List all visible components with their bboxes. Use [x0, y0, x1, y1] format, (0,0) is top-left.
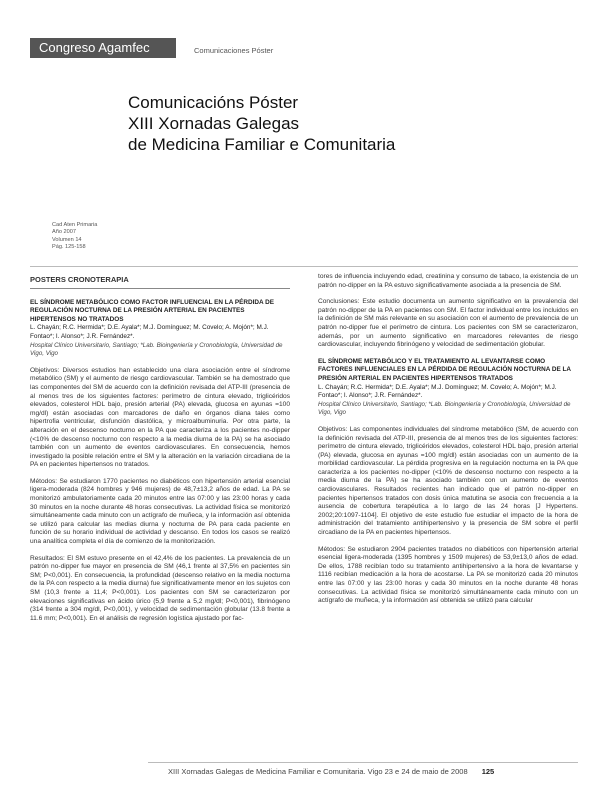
- citation-year: Año 2007: [52, 229, 76, 236]
- abstract-1-metodos: Métodos: Se estudiaron 1770 pacientes no diabéticos con hipertensión arterial esencial ligera-moderada (824 hombres y 946 mujeres) de 48,7±13,2 años de edad. La PA se monitorizó ambulatoriamente cada 20 minutos entre las 07:00 y las 23:00 horas y cada 30 minutos en la noche durante 48 horas consecutivas. La actividad física se monitorizó simultáneamente cada minuto con un actígrafo de muñeca, y la información así obtenida se utilizó para calcular las medias diurna y nocturna de PA para cada paciente en función de su horario individual de actividad y descanso. En todos los casos se realizó una analítica completa el día de comienzo de la monitorización.: [30, 477, 290, 546]
- abstract-1-authors: L. Chayán; R.C. Hermida*; D.E. Ayala*; M.J. Domínguez; M. Covelo; A. Mojón*; M.J. Fontao*; I. Alonso*; J.R. Fernández*.: [30, 324, 269, 340]
- citation-journal: Cad Aten Primaria: [52, 222, 98, 228]
- abstract-1-resultados: Resultados: El SM estuvo presente en el 42,4% de los pacientes. La prevalencia de un patrón no-dipper fue mayor en presencia de SM (46,1 frente al 37,5% en pacientes sin SM; P<0,001). En consecuencia, la profundidad (descenso relativo en la media nocturna de la PA con respecto a la media diurna) fue significativamente menor en los sujetos con SM (10,3 frente a 11,4; P<0,001). Los pacientes con SM se caracterizaron por elevaciones significativas en ácido úrico (5,9 frente a 5,2 mg/dl; P<0,001), fibrinógeno (314 frente a 304 mg/dl, P<0,001), y velocidad de sedimentación globular (13.8 frente a 11.6 mm; P<0,001). En el análisis de regresión logística ajustado por fac-: [30, 554, 290, 622]
- title-line-3: de Medicina Familiar e Comunitaria: [128, 135, 396, 154]
- abstract-1-header: [30, 299, 290, 359]
- journal-tab: Congreso Agamfec: [30, 38, 176, 58]
- divider: [30, 266, 578, 267]
- citation-pages: Pág. 125-158: [52, 244, 86, 251]
- abstract-2-affiliation: Hospital Clínico Universitario, Santiago; *Lab. Bioingeniería y Cronobiología, Universidad de Vigo, Vigo: [318, 400, 571, 417]
- abstract-1-objetivos: Objetivos: Diversos estudios han establecido una clara asociación entre el síndrome metabólico (SM) y el aumento de riesgo cardiovascular. También se ha demostrado que las componentes del SM de acuerdo con la definición revisada del ATP-III (presencia de al menos tres de los siguientes factores: perímetro de cintura elevado, triglicéridos elevados, colesterol HDL bajo, presión arterial (PA) elevada, glucosa en ayunas =100 mg/dl) están asociadas con marcadores de daño en órganos diana tales como hipertrofia ventricular, disfunción diastólica, y microalbuminuria. Por otra parte, la alteración en el descenso nocturno en la PA que caracteriza a los pacientes no-dipper (<10% de descenso nocturno con respecto a la media diurna de la PA) se ha asociado también con un aumento de eventos cardiovasculares. En consecuencia, hemos investigado la posible relación entre el SM y la alteración en la variación circadiana de la PA en pacientes hipertensos no tratados.: [30, 366, 290, 469]
- abstract-2-metodos: Métodos: Se estudiaron 2904 pacientes tratados no diabéticos con hipertensión arterial esencial ligera-moderada (1395 hombres y 1509 mujeres) de 53,9±13,0 años de edad. De ellos, 1788 recibían todo su tratamiento antihipertensivo a la hora de levantarse y 1116 recibían medicación a la hora de acostarse. La PA se monitorizó cada 20 minutos entre las 07:00 y las 23:00 horas y cada 30 minutos en la noche durante 48 horas consecutivas. La actividad física se monitorizó simultáneamente cada minuto con un actígrafo de muñeca, y la información así obtenida se utilizó para calcular: [318, 545, 578, 605]
- footer: [168, 767, 494, 776]
- abstract-1-title: EL SÍNDROME METABÓLICO COMO FACTOR INFLUENCIAL EN LA PÉRDIDA DE REGULACIÓN NOCTURNA DE LA PRESIÓN ARTERIAL EN PACIENTES HIPERTENSOS NO TRATADOS: [30, 298, 275, 323]
- title-line-2: XIII Xornadas Galegas: [128, 114, 300, 133]
- title-line-1: Comunicacións Póster: [128, 93, 299, 112]
- section-divider: [30, 288, 290, 289]
- footer-text: XIII Xornadas Galegas de Medicina Familiar e Comunitaria. Vigo 23 e 24 de maio de 2008: [168, 767, 468, 776]
- section-label: Comunicaciones Póster: [194, 46, 274, 55]
- abstract-2-title: EL SÍNDROME METABÓLICO Y EL TRATAMIENTO AL LEVANTARSE COMO FACTORES INFLUENCIALES EN LA PÉRDIDA DE REGULACIÓN NOCTURNA DE LA PRESIÓN ARTERIAL EN PACIENTES HIPERTENSOS TRATADOS: [318, 357, 571, 382]
- abstract-1-conclusiones: Conclusiones: Este estudio documenta un aumento significativo en la prevalencia del patrón no-dipper de la PA en pacientes con SM. El factor individual entre los incluidos en la definición de SM más relevante en su asociación con el aumento de prevalencia de un patrón no-dipper fue el perímetro de cintura. Los pacientes con SM se caracterizaron, además, por un aumento significativo en marcadores relevantes de riesgo cardiovascular, incluyendo fibrinógeno y velocidad de sedimentación globular.: [318, 298, 578, 349]
- section-title: POSTERS CRONOTERAPIA: [30, 275, 129, 284]
- abstract-2-header: [318, 358, 578, 418]
- left-column: [30, 276, 290, 631]
- abstract-1-affiliation: Hospital Clínico Universitario, Santiago; *Lab. Bioingeniería y Cronobiología, Universidad de Vigo, Vigo: [30, 341, 283, 358]
- footer-divider: [148, 762, 578, 763]
- abstract-1-continuation: tores de influencia incluyendo edad, creatinina y consumo de tabaco, la existencia de un patrón no-dipper en la PA estuvo significativamente asociada a la presencia de SM.: [318, 273, 578, 289]
- citation-volume: Volumen 14: [52, 236, 82, 243]
- page-number: 125: [481, 767, 495, 776]
- citation-block: [52, 222, 97, 252]
- page-title: [128, 92, 395, 155]
- right-column: [318, 273, 578, 614]
- abstract-2-objetivos: Objetivos: Las componentes individuales del síndrome metabólico (SM, de acuerdo con la definición revisada del ATP-III, presencia de al menos tres de los siguientes factores: perímetro de cintura elevado, triglicéridos elevados, colesterol HDL bajo, presión arterial (PA) elevada, glucosa en ayunas =100 mg/dl) están asociadas con un aumento de la morbilidad cardiovascular. La pérdida progresiva en la regulación nocturna en la PA que caracteriza a los pacientes no-dipper (<10% de descenso nocturno con respecto a la media diurna de la PA) se ha asociado también con un aumento de eventos cardiovasculares. Resultados recientes han indicado que el patrón no-dipper en pacientes hipertensos tratados con dosis única matutina se asocia con frecuencia a la ausencia de cobertura terapéutica a lo largo de las 24 horas [J Hypertens. 2002;20:1097-1104]. El objetivo de este estudio fue estudiar el impacto de la hora de administración del tratamiento antihipertensivo y la presencia de SM sobre el perfil circadiano de la PA en pacientes hipertensos.: [318, 425, 578, 537]
- abstract-2-authors: L. Chayán; R.C. Hermida*; D.E. Ayala*; M.J. Domínguez; M. Covelo; A. Mojón*; M.J. Fontao*; I. Alonso*; J.R. Fernández*.: [318, 383, 557, 400]
